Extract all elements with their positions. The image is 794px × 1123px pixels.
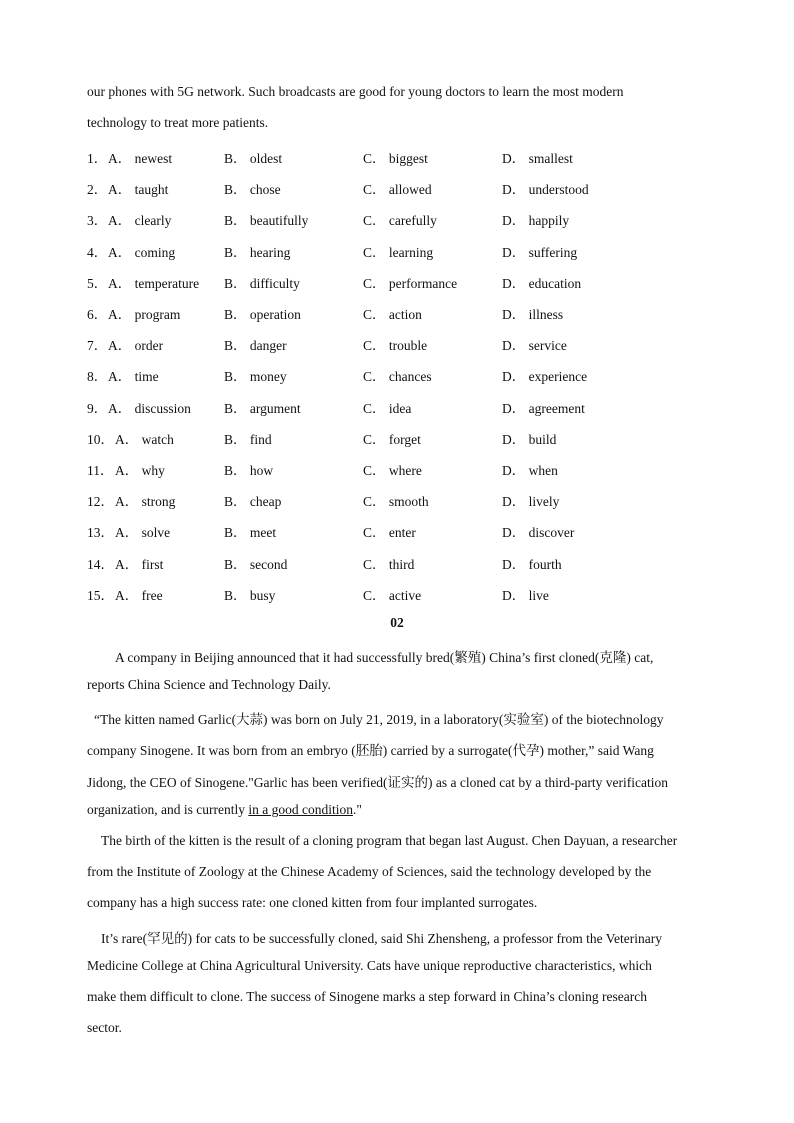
option-b: B． busy (224, 587, 276, 603)
passage-p2-line-3: Jidong, the CEO of Sinogene."Garlic has been verified(证实的) as a cloned cat by a third-party verification (87, 775, 668, 790)
option-d: D． illness (502, 307, 564, 322)
option-b: B． how (224, 463, 274, 478)
option-c: C． enter (363, 525, 416, 541)
option-d: D． when (502, 463, 558, 478)
option-b: B． second (224, 556, 288, 572)
question-number: 6． (87, 307, 108, 322)
question-number: 2． (87, 182, 108, 198)
question-row (0, 147, 794, 167)
option-c: C． active (363, 587, 422, 603)
option-a: A． temperature (108, 275, 200, 291)
option-a: A． solve (115, 525, 171, 541)
question-number: 15． (87, 587, 114, 603)
option-c: C． idea (363, 400, 412, 416)
option-d: D． understood (502, 182, 589, 198)
option-d: D． discover (502, 525, 575, 541)
option-c: C． allowed (363, 182, 432, 198)
question-row (0, 334, 794, 354)
option-b: B． find (224, 431, 272, 447)
question-row (0, 272, 794, 292)
option-d: D． fourth (502, 556, 562, 572)
option-b: B． danger (224, 338, 287, 354)
option-c: C． third (363, 556, 415, 572)
option-d: D． happily (502, 213, 570, 229)
question-row (0, 241, 794, 261)
passage-p4-line-4: sector. (87, 1020, 122, 1035)
option-a: A． coming (108, 244, 176, 260)
option-a: A． watch (115, 431, 174, 447)
option-a: A． free (115, 587, 163, 603)
passage-p3-line-1: The birth of the kitten is the result of a cloning program that began last August. Chen Dayuan, a researcher (101, 833, 678, 848)
option-a: A． program (108, 307, 181, 322)
option-c: C． learning (363, 244, 434, 260)
option-b: B． oldest (224, 151, 283, 166)
option-b: B． operation (224, 307, 301, 322)
option-d: D． education (502, 275, 582, 291)
option-c: C． trouble (363, 338, 428, 354)
option-d: D． smallest (502, 151, 573, 166)
option-d: D． experience (502, 369, 588, 385)
option-b: B． hearing (224, 244, 291, 260)
option-c: C． chances (363, 369, 432, 385)
section-number: 02 (390, 615, 404, 630)
question-row (0, 365, 794, 385)
option-b: B． difficulty (224, 275, 300, 291)
option-b: B． chose (224, 182, 281, 198)
option-c: C． carefully (363, 213, 437, 229)
option-c: C． forget (363, 431, 421, 447)
option-a: A． order (108, 338, 164, 354)
option-a: A． strong (115, 494, 176, 510)
question-number: 4． (87, 244, 108, 260)
option-d: D． suffering (502, 244, 578, 260)
passage-p4-line-3: make them difficult to clone. The success of Sinogene marks a step forward in China’s cloning research (87, 989, 647, 1004)
option-b: B． argument (224, 400, 301, 416)
question-number: 11． (87, 463, 114, 478)
passage-p4-line-1: It’s rare(罕见的) for cats to be successfully cloned, said Shi Zhensheng, a professor from the Veterinary (101, 931, 662, 946)
question-row (0, 553, 794, 573)
option-a: A． why (115, 463, 165, 478)
passage-p3-line-2: from the Institute of Zoology at the Chinese Academy of Sciences, said the technology developed by the (87, 864, 652, 879)
option-a: A． discussion (108, 400, 191, 416)
passage-p2-line-4-text: organization, and is currently (87, 802, 249, 817)
option-d: D． agreement (502, 400, 585, 416)
passage-p1-line-2: reports China Science and Technology Daily. (87, 677, 331, 692)
question-row (0, 397, 794, 417)
question-row (0, 584, 794, 604)
option-a: A． newest (108, 151, 173, 166)
underlined-phrase: in a good condition (248, 802, 353, 817)
passage-p2-line-2: company Sinogene. It was born from an embryo (胚胎) carried by a surrogate(代孕) mother,” said Wang (87, 743, 654, 758)
option-c: C． action (363, 307, 422, 322)
question-number: 5． (87, 275, 108, 291)
question-number: 3． (87, 213, 108, 229)
passage-p2-line-4-end: ." (352, 802, 362, 817)
option-b: B． cheap (224, 494, 282, 510)
question-number: 7． (87, 338, 108, 354)
option-c: C． where (363, 463, 422, 478)
intro-line-2: technology to treat more patients. (87, 115, 269, 130)
option-a: A． first (115, 556, 164, 572)
question-number: 12． (87, 494, 114, 510)
question-number: 8． (87, 369, 108, 385)
option-b: B． money (224, 369, 287, 385)
passage-p1-line-1: A company in Beijing announced that it had successfully bred(繁殖) China’s first cloned(克隆) cat, (115, 650, 654, 665)
question-row (0, 490, 794, 510)
option-d: D． lively (502, 494, 560, 510)
option-c: C． biggest (363, 151, 428, 166)
question-number: 1． (87, 151, 108, 166)
passage-p3-line-3: company has a high success rate: one cloned kitten from four implanted surrogates. (87, 895, 538, 910)
option-b: B． meet (224, 525, 277, 541)
passage-p2-line-4 (87, 802, 362, 818)
passage-p2-line-1: “The kitten named Garlic(大蒜) was born on July 21, 2019, in a laboratory(实验室) of the biotechnology (94, 712, 664, 727)
question-number: 9． (87, 400, 108, 416)
question-row (0, 303, 794, 323)
option-a: A． clearly (108, 213, 172, 229)
question-number: 13． (87, 525, 114, 541)
question-row (0, 209, 794, 229)
intro-line-1: our phones with 5G network. Such broadcasts are good for young doctors to learn the most modern (87, 84, 624, 99)
option-d: D． service (502, 338, 567, 354)
option-a: A． time (108, 369, 159, 385)
question-row (0, 428, 794, 448)
option-b: B． beautifully (224, 213, 309, 229)
option-c: C． performance (363, 275, 458, 291)
option-a: A． taught (108, 182, 169, 198)
question-row (0, 178, 794, 198)
option-d: D． build (502, 431, 557, 447)
option-d: D． live (502, 587, 549, 603)
option-c: C． smooth (363, 494, 429, 510)
question-row (0, 459, 794, 479)
question-number: 14． (87, 556, 114, 572)
passage-p4-line-2: Medicine College at China Agricultural University. Cats have unique reproductive characteristics, which (87, 958, 652, 973)
question-number: 10． (87, 431, 114, 447)
question-row (0, 521, 794, 541)
